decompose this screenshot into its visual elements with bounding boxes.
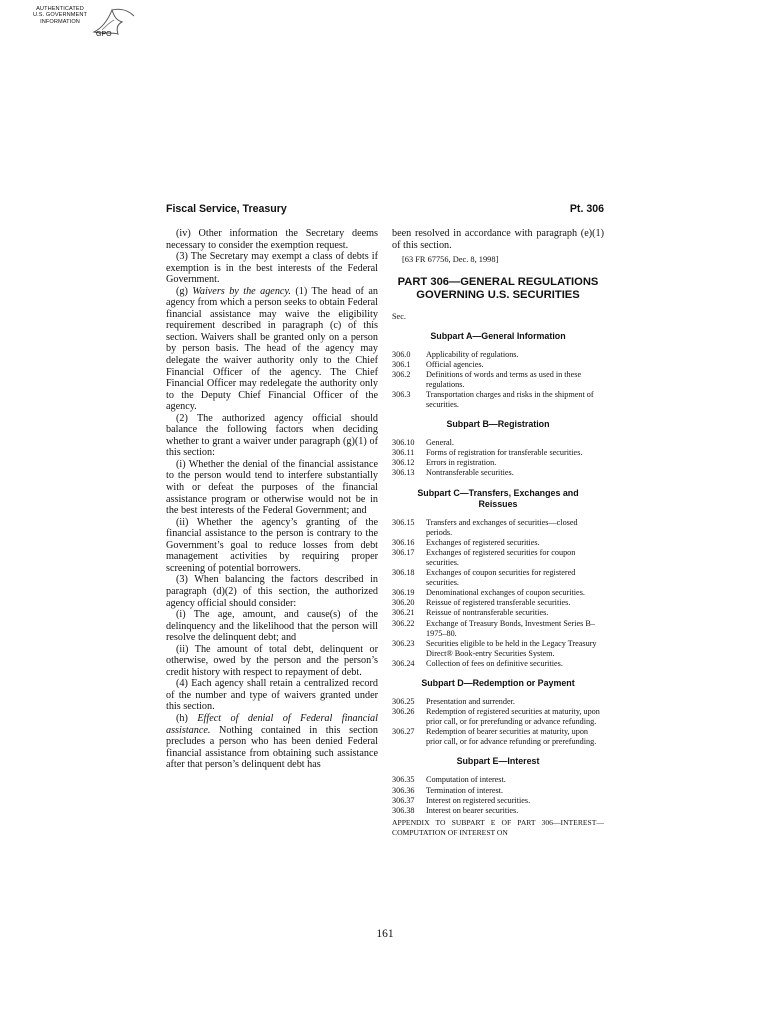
section-title: Collection of fees on definitive securities.	[426, 658, 563, 668]
section-number: 306.24	[392, 658, 415, 668]
section-title: Termination of interest.	[426, 785, 503, 795]
section-number: 306.17	[392, 547, 415, 557]
section-entry	[392, 438, 604, 448]
running-head-title: Fiscal Service, Treasury	[166, 203, 287, 215]
section-number: 306.15	[392, 517, 415, 527]
section-title: Exchanges of registered securities for coupon securities.	[426, 547, 576, 567]
section-entry	[392, 608, 604, 618]
section-entry	[392, 370, 604, 390]
section-entry	[392, 707, 604, 727]
section-title: General.	[426, 438, 454, 448]
section-number: 306.27	[392, 727, 415, 737]
section-number: 306.11	[392, 448, 415, 458]
section-list	[392, 350, 604, 411]
section-title: Presentation and surrender.	[426, 696, 515, 706]
paragraph-text: (ii) Whether the agency’s granting of the financial assistance to the person is contrary to the Government’s goal to reduce losses from debt management activities by requiring proper screening of potential borrowers.	[166, 516, 378, 574]
section-title: Definitions of words and terms as used in these regulations.	[426, 369, 582, 389]
paragraph-lead: (h)	[176, 712, 198, 724]
paragraph	[166, 459, 378, 517]
logo-line-3: INFORMATION	[40, 18, 80, 25]
right-column	[392, 228, 604, 838]
section-number: 306.20	[392, 598, 415, 608]
section-title: Nontransferable securities.	[426, 468, 514, 478]
logo-line-1: AUTHENTICATED	[36, 6, 84, 12]
sec-label: Sec.	[392, 311, 406, 321]
paragraph	[166, 678, 378, 713]
section-entry	[392, 448, 604, 458]
logo-line-2: U.S. GOVERNMENT	[32, 12, 88, 19]
section-number: 306.36	[392, 785, 415, 795]
section-number: 306.16	[392, 537, 415, 547]
section-entry	[392, 458, 604, 468]
paragraph	[166, 574, 378, 609]
section-entry	[392, 548, 604, 568]
continuation-text: been resolved in accordance with paragraph (e)(1) of this section.	[392, 228, 604, 251]
left-column	[166, 228, 378, 771]
subpart-heading: Subpart C—Transfers, Exchanges and Reissues	[417, 487, 579, 509]
section-entry	[392, 350, 604, 360]
section-entry	[392, 639, 604, 659]
section-number: 306.10	[392, 438, 415, 448]
section-entry	[392, 727, 604, 747]
section-title: Redemption of bearer securities at maturity, upon prior call, or for advance refunding or prerefunding.	[426, 727, 597, 747]
section-title: Computation of interest.	[426, 775, 506, 785]
paragraph-text: (i) The age, amount, and cause(s) of the delinquency and the likelihood that the person will resolve the delinquent debt; and	[166, 609, 378, 644]
section-title: Reissue of nontransferable securities.	[426, 608, 549, 618]
section-title: Official agencies.	[426, 359, 484, 369]
section-entry	[392, 619, 604, 639]
section-title: Errors in registration.	[426, 458, 497, 468]
table-of-contents	[392, 331, 604, 816]
section-number: 306.38	[392, 805, 415, 815]
section-list	[392, 518, 604, 669]
section-entry	[392, 796, 604, 806]
paragraph	[166, 251, 378, 286]
paragraph-text: (4) Each agency shall retain a centralized record of the number and type of waivers granted under this section.	[166, 678, 378, 713]
gpo-authentication-logo	[30, 6, 142, 42]
section-number: 306.25	[392, 696, 415, 706]
page-number: 161	[376, 928, 394, 940]
section-entry	[392, 360, 604, 370]
section-number: 306.26	[392, 707, 415, 717]
paragraph	[166, 713, 378, 771]
section-number: 306.19	[392, 588, 415, 598]
running-head	[166, 203, 604, 217]
section-entry	[392, 390, 604, 410]
section-number: 306.2	[392, 369, 411, 379]
logo-text	[30, 6, 90, 25]
paragraph	[166, 517, 378, 575]
section-title: Transfers and exchanges of securities—closed periods.	[426, 517, 578, 537]
running-head-part: Pt. 306	[569, 203, 604, 215]
section-entry	[392, 518, 604, 538]
section-number: 306.21	[392, 608, 415, 618]
federal-register-citation: [63 FR 67756, Dec. 8, 1998]	[402, 255, 499, 265]
section-entry	[392, 588, 604, 598]
paragraph-text: Nothing contained in this section precludes a person who has been denied Federal financial assistance from obtaining such assistance after that person’s delinquent debt has	[166, 724, 378, 771]
section-number: 306.22	[392, 618, 415, 628]
section-list	[392, 438, 604, 478]
section-entry	[392, 538, 604, 548]
paragraph-text: (iv) Other information the Secretary deems necessary to consider the exemption request.	[166, 228, 378, 251]
paragraph	[166, 286, 378, 413]
section-number: 306.18	[392, 568, 415, 578]
section-title: Forms of registration for transferable securities.	[426, 448, 583, 458]
section-title: Securities eligible to be held in the Legacy Treasury Direct® Book-entry Securities System.	[426, 638, 597, 658]
section-number: 306.37	[392, 795, 415, 805]
paragraph-text: (ii) The amount of total debt, delinquent or otherwise, owed by the person and the person’s credit history with respect to repayment of debt.	[166, 643, 378, 678]
section-entry	[392, 568, 604, 588]
part-title: PART 306—GENERAL REGULATIONS GOVERNING U.S. SECURITIES	[397, 275, 599, 301]
section-title: Applicability of regulations.	[426, 349, 519, 359]
gpo-mark: GPO	[96, 31, 112, 38]
paragraph	[166, 609, 378, 644]
paragraph	[166, 228, 378, 251]
section-number: 306.1	[392, 359, 411, 369]
paragraph-heading: Waivers by the agency.	[192, 285, 291, 297]
subpart-heading: Subpart E—Interest	[456, 756, 540, 767]
section-list	[392, 697, 604, 747]
section-title: Exchanges of registered securities.	[426, 537, 540, 547]
section-entry	[392, 786, 604, 796]
section-entry	[392, 697, 604, 707]
paragraph-text: (3) The Secretary may exempt a class of debts if exemption is in the best interests of the Federal Government.	[166, 251, 378, 286]
section-number: 306.0	[392, 349, 411, 359]
section-entry	[392, 659, 604, 669]
paragraph-text: (1) The head of an agency from which a person seeks to obtain Federal financial assistance may waive the eligibility requirement described in paragraph (c) of this section. Waivers shall be granted only on a person by person basis. The head of the agency may delegate the waiver authority only to the Chief Financial Officer of the agency. The Chief Financial Officer may redelegate the authority only to the Deputy Chief Financial Officer of the agency.	[166, 285, 378, 413]
paragraph-text: (i) Whether the denial of the financial assistance to the person would tend to interfere substantially with or defeat the purposes of the financial assistance program or otherwise would not be in the best interests of the Federal Government; and	[166, 458, 378, 517]
section-title: Denominational exchanges of coupon securities.	[426, 588, 585, 598]
section-title: Exchange of Treasury Bonds, Investment Series B–1975–80.	[426, 618, 595, 638]
section-number: 306.3	[392, 390, 411, 400]
appendix-heading: APPENDIX TO SUBPART E OF PART 306—INTEREST—COMPUTATION OF INTEREST ON	[392, 817, 604, 837]
section-title: Interest on bearer securities.	[426, 805, 519, 815]
paragraph	[166, 413, 378, 459]
paragraph-text: (3) When balancing the factors described in paragraph (d)(2) of this section, the authorized agency official should consider:	[166, 574, 378, 609]
section-title: Transportation charges and risks in the shipment of securities.	[426, 390, 594, 410]
section-entry	[392, 468, 604, 478]
section-title: Reissue of registered transferable securities.	[426, 598, 571, 608]
subpart-heading: Subpart A—General Information	[430, 330, 566, 341]
subpart-heading: Subpart B—Registration	[446, 419, 550, 430]
section-number: 306.13	[392, 468, 415, 478]
section-title: Redemption of registered securities at maturity, upon prior call, or for prerefunding or advance refunding.	[426, 707, 600, 727]
section-number: 306.23	[392, 638, 415, 648]
section-number: 306.35	[392, 775, 415, 785]
paragraph-lead: (g)	[176, 285, 193, 297]
section-number: 306.12	[392, 458, 415, 468]
section-list	[392, 775, 604, 815]
subpart-heading: Subpart D—Redemption or Payment	[421, 677, 575, 688]
section-entry	[392, 598, 604, 608]
section-title: Exchanges of coupon securities for registered securities.	[426, 568, 576, 588]
section-entry	[392, 775, 604, 785]
paragraph-heading: Effect of denial of Federal financial assistance.	[166, 712, 378, 736]
paragraph	[166, 644, 378, 679]
paragraph-text: (2) The authorized agency official should balance the following factors when deciding whether to grant a waiver under paragraph (g)(1) of this section:	[166, 412, 378, 459]
section-entry	[392, 806, 604, 816]
section-title: Interest on registered securities.	[426, 795, 531, 805]
